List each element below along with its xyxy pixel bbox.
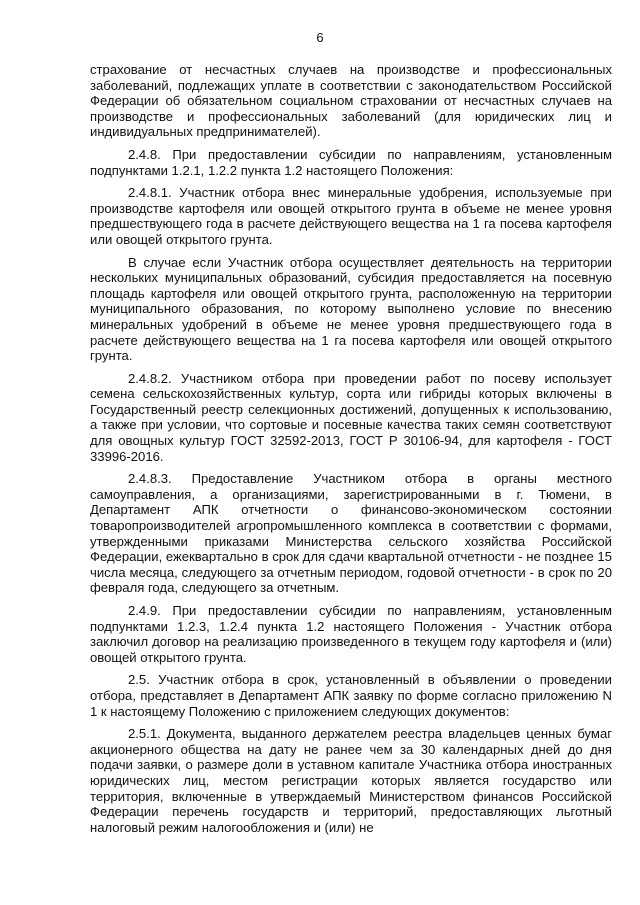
document-body bbox=[90, 62, 612, 835]
paragraph-continuation: страхование от несчастных случаев на производстве и профессиональных заболеваний, подлежащих уплате в соответствии с законодательством Российской Федерации об обязательном социальном страховании от несчастных случаев на производстве и профессиональных заболеваний (для юридических лиц и индивидуальных предпринимателей). bbox=[90, 62, 612, 140]
paragraph-municipal-case: В случае если Участник отбора осуществляет деятельность на территории нескольких муниципальных образований, субсидия предоставляется на посевную площадь картофеля или овощей открытого грунта, расположенную на территории муниципального образования, по которому выполнено условие по внесению минеральных удобрений в объеме не менее уровня предшествующего года в расчете действующего вещества на 1 га посева картофеля или овощей открытого грунта. bbox=[90, 254, 612, 364]
page-number: 6 bbox=[316, 30, 324, 45]
paragraph-2-4-8-2: 2.4.8.2. Участником отбора при проведении работ по посеву использует семена сельскохозяйственных культур, сорта или гибриды которых включены в Государственный реестр селекционных достижений, допущенных к использованию, а также при условии, что сортовые и посевные качества таких семян соответствуют для овощных культур ГОСТ 32592-2013, ГОСТ Р 30106-94, для картофеля - ГОСТ 33996-2016. bbox=[90, 370, 612, 464]
paragraph-2-5-1: 2.5.1. Документа, выданного держателем реестра владельцев ценных бумаг акционерного общества на дату не ранее чем за 30 календарных дней до дня подачи заявки, о размере доли в уставном капитале Участника отбора иностранных юридических лиц, местом регистрации которых является государство или территория, включенные в утверждаемый Министерством финансов Российской Федерации перечень государств и территорий, предоставляющих льготный налоговый режим налогообложения и (или) не bbox=[90, 726, 612, 835]
paragraph-2-4-8-3: 2.4.8.3. Предоставление Участником отбора в органы местного самоуправления, а организациями, зарегистрированными в г. Тюмени, в Департамент АПК отчетности о финансово-экономическом состоянии товаропроизводителей агропромышленного комплекса в соответствии с формами, утвержденными приказами Министерства сельского хозяйства Российской Федерации, ежеквартально в срок для сдачи квартальной отчетности - не позднее 15 числа месяца, следующего за отчетным периодом, годовой отчетности - в срок по 20 февраля года, следующего за отчетным. bbox=[90, 471, 612, 596]
paragraph-2-5: 2.5. Участник отбора в срок, установленный в объявлении о проведении отбора, представляет в Департамент АПК заявку по форме согласно приложению N 1 к настоящему Положению с приложением следующих документов: bbox=[90, 672, 612, 719]
paragraph-2-4-9: 2.4.9. При предоставлении субсидии по направлениям, установленным подпунктами 1.2.3, 1.2.4 пункта 1.2 настоящего Положения - Участник отбора заключил договор на реализацию произведенного в текущем году картофеля и (или) овощей открытого грунта. bbox=[90, 603, 612, 665]
paragraph-2-4-8: 2.4.8. При предоставлении субсидии по направлениям, установленным подпунктами 1.2.1, 1.2.2 пункта 1.2 настоящего Положения: bbox=[90, 146, 612, 178]
paragraph-2-4-8-1: 2.4.8.1. Участник отбора внес минеральные удобрения, используемые при производстве картофеля или овощей открытого грунта в объеме не менее уровня предшествующего года в расчете действующего вещества на 1 га посева картофеля или овощей открытого грунта. bbox=[90, 185, 612, 247]
